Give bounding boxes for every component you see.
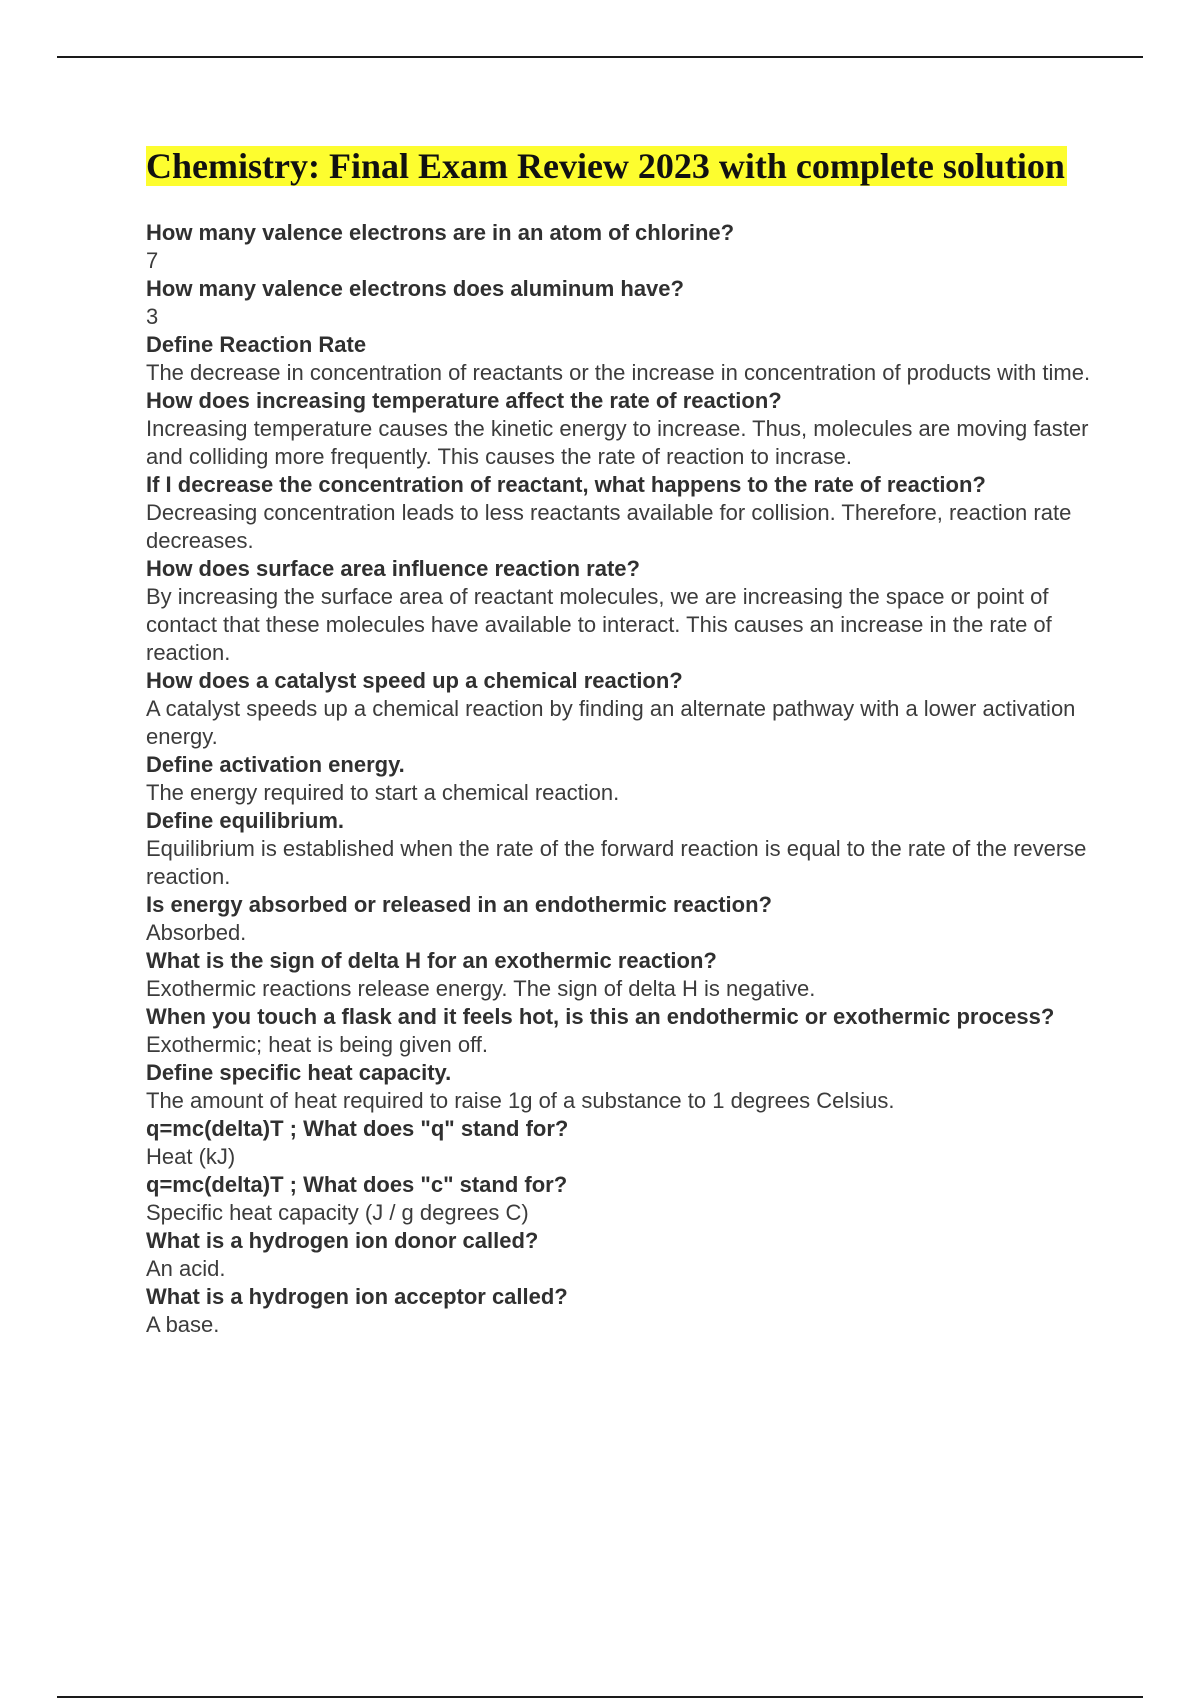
question: Define equilibrium. — [146, 808, 345, 833]
title-highlight: Chemistry: Final Exam Review 2023 with complete solution — [146, 146, 1065, 186]
answer: Exothermic; heat is being given off. — [146, 1032, 489, 1057]
question: Define specific heat capacity. — [146, 1060, 452, 1085]
answer: 3 — [146, 304, 159, 329]
top-rule — [57, 56, 1143, 58]
question: When you touch a flask and it feels hot, is this an endothermic or exothermic process? — [146, 1004, 1055, 1029]
answer: Increasing temperature causes the kinetic energy to increase. Thus, molecules are moving faster and colliding more frequently. This causes the rate of reaction to incrase. — [146, 416, 1089, 469]
question: How many valence electrons are in an atom of chlorine? — [146, 220, 735, 245]
answer: Heat (kJ) — [146, 1144, 236, 1169]
answer: The decrease in concentration of reactants or the increase in concentration of products with time. — [146, 360, 1091, 385]
answer: The amount of heat required to raise 1g of a substance to 1 degrees Celsius. — [146, 1088, 895, 1113]
question: q=mc(delta)T ; What does "q" stand for? — [146, 1116, 569, 1141]
question: Define Reaction Rate — [146, 332, 367, 357]
answer: Absorbed. — [146, 920, 247, 945]
question: What is the sign of delta H for an exothermic reaction? — [146, 948, 717, 973]
question: Is energy absorbed or released in an endothermic reaction? — [146, 892, 772, 917]
answer: Specific heat capacity (J / g degrees C) — [146, 1200, 529, 1225]
answer: By increasing the surface area of reactant molecules, we are increasing the space or point of contact that these molecules have available to interact. This causes an increase in the rate of reaction. — [146, 584, 1052, 665]
answer: A catalyst speeds up a chemical reaction by finding an alternate pathway with a lower activation energy. — [146, 696, 1076, 749]
question: q=mc(delta)T ; What does "c" stand for? — [146, 1172, 568, 1197]
answer: An acid. — [146, 1256, 226, 1281]
answer: Exothermic reactions release energy. The sign of delta H is negative. — [146, 976, 816, 1001]
answer: Equilibrium is established when the rate of the forward reaction is equal to the rate of the reverse reaction. — [146, 836, 1087, 889]
bottom-rule — [57, 1696, 1143, 1698]
answer: The energy required to start a chemical reaction. — [146, 780, 620, 805]
qa-list — [146, 219, 1096, 1339]
page-title — [146, 145, 1096, 187]
question: If I decrease the concentration of reactant, what happens to the rate of reaction? — [146, 472, 986, 497]
question: How does surface area influence reaction rate? — [146, 556, 640, 581]
question: What is a hydrogen ion acceptor called? — [146, 1284, 568, 1309]
document-body — [146, 145, 1096, 1339]
question: How does a catalyst speed up a chemical reaction? — [146, 668, 683, 693]
answer: 7 — [146, 248, 159, 273]
question: Define activation energy. — [146, 752, 405, 777]
answer: A base. — [146, 1312, 220, 1337]
question: How many valence electrons does aluminum have? — [146, 276, 684, 301]
question: How does increasing temperature affect the rate of reaction? — [146, 388, 782, 413]
answer: Decreasing concentration leads to less reactants available for collision. Therefore, reaction rate decreases. — [146, 500, 1072, 553]
question: What is a hydrogen ion donor called? — [146, 1228, 539, 1253]
